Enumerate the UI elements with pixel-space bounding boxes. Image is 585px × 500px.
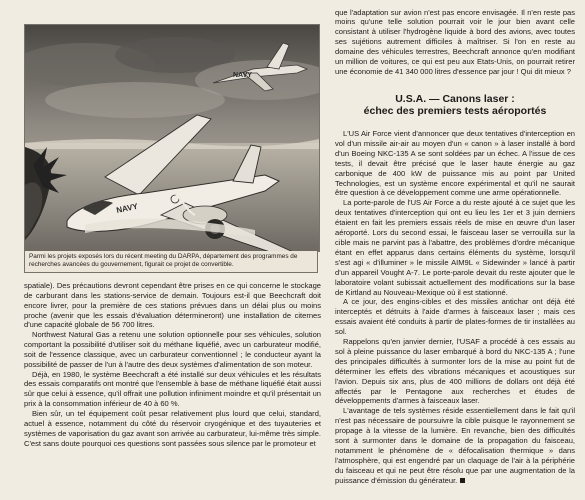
right-paragraph — [335, 406, 575, 485]
heading-line-2: échec des premiers tests aéroportés — [363, 105, 547, 117]
navy-fuselage-text: NAVY — [115, 201, 139, 215]
left-paragraph: Bien sûr, un tel équipement coût pesar relativement plus lourd que celui, standard, actuel à essence, notamment du côté du réservoir cryogénique et des tuyauteries et systèmes de vaporisation du gaz avant son arrivée au carburateur, lui-même très simple. C'est sans doute pourquoi ces questions sont passées sous silence par le promoteur et — [24, 408, 321, 448]
article-heading — [335, 93, 575, 121]
right-column-text — [335, 129, 575, 500]
right-paragraph: A ce jour, des engins-cibles et des missiles antichar ont déjà été interceptés et détruits à l'aide d'armes à faisceaux laser ; mais ces essais avaient été conduits à partir de plates-formes de tir installées au sol. — [335, 297, 575, 337]
right-paragraph: L'US Air Force vient d'annoncer que deux tentatives d'interception en vol d'un missile air-air au moyen d'un « canon » à laser installé à bord d'un Boeing NKC-135 A se sont soldées par un échec. A l'issue de ces tests, il devait être précisé que le laser haute énergie au gaz carbonique de 400 kW de puissance mis au point par United Technologies, est un système encore expérimental et qu'il ne saurait être question à ce développement comme une arme opérationnelle. — [335, 129, 575, 198]
right-column-intro — [335, 0, 575, 100]
end-of-article-mark — [460, 478, 465, 483]
right-paragraph-text: L'avantage de tels systèmes réside essentiellement dans le fait qu'il n'est pas nécessaire de poursuivre la cible puisque le rayonnement se propage à la vitesse de la lumière. En revanche, bien des difficultés sont à surmonter dans le domaine de la propagation du faisceau, notamment le phénomène de « défocalisation thermique » dans l'atmosphère, qui est engendré par un claquage de l'air à la périphérie du faisceau et qui ne peut être résolu que par une augmentation de la puissance d'émission du générateur. — [335, 406, 575, 485]
left-paragraph: spatiale). Des précautions devront cependant être prises en ce qui concerne le stockage de carburant dans les stations-service de demain. Toujours est-il que Beechcraft doit encore livrer, pour la première de ces stations prévues dans un délai plus ou moins proche (avenir que les essais d'évaluation détermineront) une installation de citernes d'une capacité globale de 56 700 litres. — [24, 281, 321, 330]
left-column-text — [24, 281, 321, 500]
convertible-aircraft-illustration — [25, 25, 319, 251]
right-intro-paragraph: que l'adaptation sur avion n'est pas encore envisagée. Il n'en reste pas moins qu'une telle solution pourrait voir le jour bien avant celle consistant à utiliser l'hydrogène liquide à bord des avions, avec toutes ses sujétions autrement difficiles à maîtriser. Si l'on en reste au domaine des véhicules terrestres, Beechcraft annonce qu'en modifiant un million de voitures, ce qui est peu aux Etats-Unis, on pourrait retirer une économie de 41 340 000 litres d'essence par jour ! Qui dit mieux ? — [335, 7, 575, 76]
aircraft-photo — [24, 24, 320, 252]
left-paragraph: Northwest Natural Gas a retenu une solution optionnelle pour ses véhicules, solution comportant la possibilité d'utiliser soit du méthane liquéfié, avec un carburateur modifié, soit de l'essence classique, avec un carburateur conventionnel ; le conducteur ayant la possibilité de passer de l'un à l'autre des deux systèmes d'alimentation de son moteur. — [24, 330, 321, 369]
navy-tail-text: NAVY — [233, 72, 252, 79]
photo-caption: Parmi les projets exposés lors du récent meeting du DARPA, département des programmes de recherches avancées du gouvernement, figurait ce projet de convertible. — [24, 251, 318, 273]
right-paragraph: Rappelons qu'en janvier dernier, l'USAF a procédé à ces essais au sol à pleine puissance du laser embarqué à bord du NKC-135 A ; l'une des principales difficultés à surmonter lors de la mise au point fut de déterminer les effets des vibrations mécaniques et acoustiques sur l'avion. Depuis six ans, plus de 400 millions de dollars ont déjà été affectés par le Pentagone aux recherches et études de développements d'armes à faisceaux laser. — [335, 337, 575, 406]
left-paragraph: Déjà, en 1980, le système Beechcraft a été installé sur deux véhicules et les résultats des essais comparatifs ont montré que l'ensemble à base de méthane liquéfié était aussi sûr que celui à essence, qu'il offrait une pollution infiniment moindre et qu'il présentait un prix à la consommation inférieur de 40 à 60 %. — [24, 369, 321, 409]
right-paragraph: La porte-parole de l'US Air Force a du reste ajouté à ce sujet que les deux tentatives d'interception qui ont eu lieu les 1er et 3 juin derniers étaient en fait les premiers essais réels de mise en œuvre d'un laser aéroporté. Lors du second essai, le faisceau laser se verrouilla sur la cible mais ne parvint pas à l'abattre, des problèmes d'ordre mécanique étant en effet apparus dans certains éléments du système, lorsqu'il s'est agi « d'illuminer » le missile AIM9L « Sidewinder » lancé à partir d'un appareil Vought A-7. Le porte-parole devait du reste ajouter que le laboratoire volant subissait actuellement des modifications sur la base de Kirtland au Nouveau-Mexique où il est stationné. — [335, 198, 575, 297]
heading-line-1: U.S.A. — Canons laser : — [395, 93, 515, 105]
